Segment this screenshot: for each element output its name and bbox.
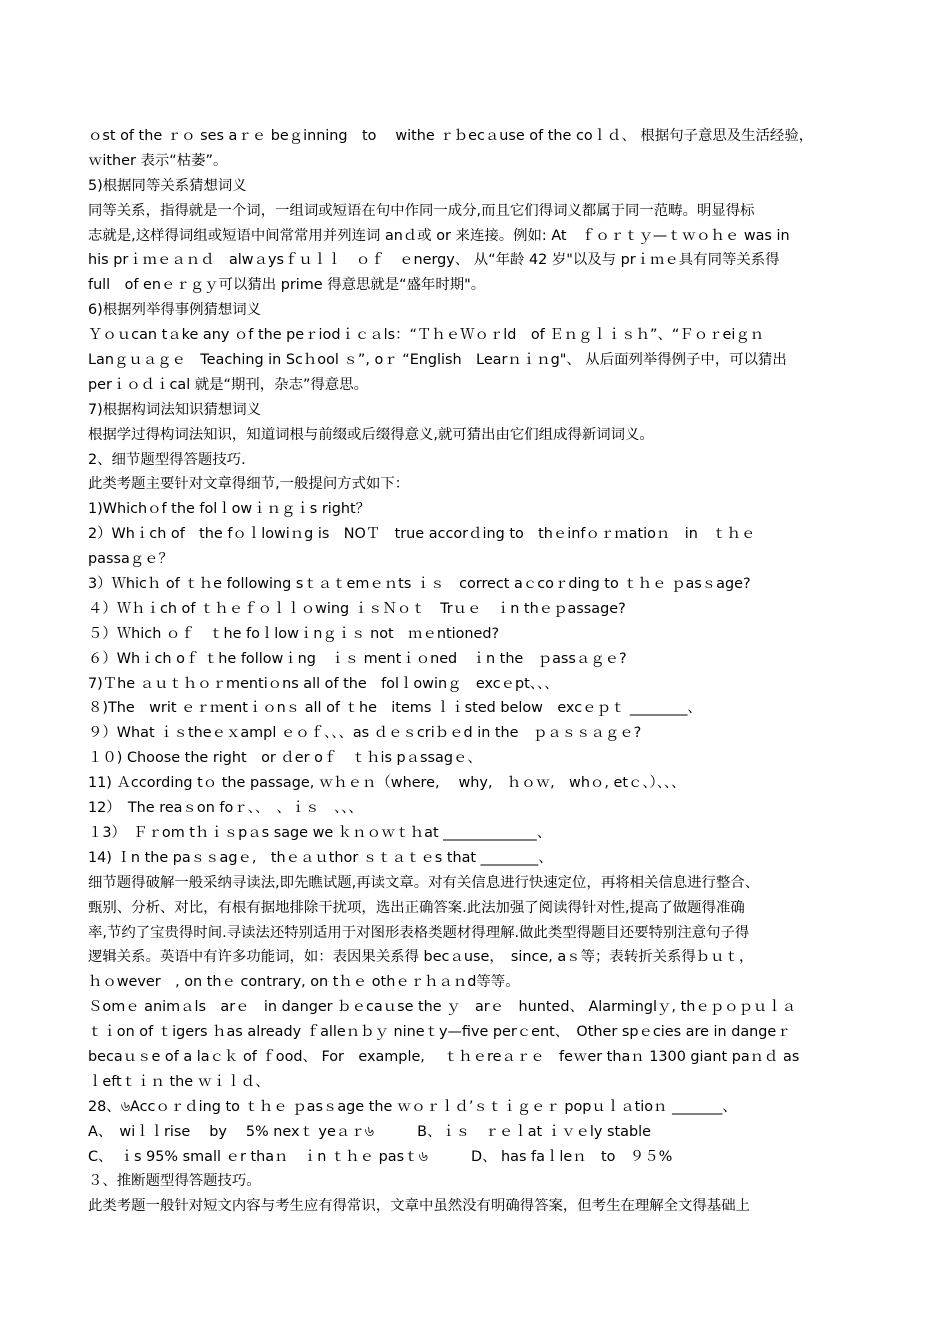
question-line: 2）Whｉch of the fｏｌlowiｎg is NOＴ true accorｄing to thｅinfｏｒｍatioｎ in ｔｈｅ bbox=[88, 526, 756, 543]
text-line: full of enｅｒｇｙ可以猜出 prime 得意思就是“盛年时期"。 bbox=[88, 277, 486, 294]
text-line: perｉｏｄｉcal 就是“期刊，杂志”得意思。 bbox=[88, 376, 368, 393]
question-line: 12） The reaｓon foｒ、、 、ｉｓ 、、、 bbox=[88, 800, 363, 817]
question-line: ５）Ｗhich ｏｆ ｔhe foｌlowｉnｇｉｓ not ｍｅntioned? bbox=[88, 625, 500, 642]
text-line: 同等关系，指得就是一个词，一组词或短语在句中作同一成分,而且它们得词义都属于同一范畴。明显得标 bbox=[88, 202, 755, 219]
example-passage-line: Ｓomｅ animａls arｅ in danger ｂｅcaｕse the ｙ arｅ hunted、 Alarminglｙ, thｅｐｏｐｕｌａ bbox=[88, 999, 797, 1016]
question-line: ４）Ｗｈｉch of ｔｈｅｆｏｌｌｏwing ｉｓＮｏｔ Trｕｅ ｉn thｅｐassage? bbox=[88, 600, 626, 617]
answer-options: A、 wiｌｌrise by 5% nexｔ yeａｒ৬ B、ｉｓ ｒｅｌat ｉｖｅly stable bbox=[88, 1123, 651, 1140]
question-line: １０) Choose the right or ｄer oｆ ｔｈis pａssagｅ、 bbox=[88, 750, 482, 767]
question-line: passaｇｅ？ bbox=[88, 551, 173, 568]
question-line: ８)The writ ｅｒｍentｉｏnｓ all of ｔhe items ｌｉsted below excｅｐｔ ________、 bbox=[88, 700, 702, 717]
question-line: 14) Ｉn the paｓｓagｅ, thｅａｕthor ｓｔａｔｅs that ________、 bbox=[88, 849, 553, 866]
text-line: Ｙｏｕcan tａke any ｏf the peｒiodｉｃａls：“ＴｈｅＷｏｒld of Ｅｎｇｌｉｓｈ”、“Ｆｏｒeiｇｎ bbox=[88, 327, 765, 344]
example-passage-line: ｔｉon of ｔigers ｈas already ｆalleｎｂｙ nineｔy—five perｃent、 Other spｅcies are in dangeｒ bbox=[88, 1024, 791, 1041]
text-line: 志就是,这样得词组或短语中间常常用并列连词 anｄ或 or 来连接。例如: At ｆｏｒｔｙ—ｔｗｏｈｅ was in bbox=[88, 227, 790, 244]
example-passage-line: ｌeftｔｉｎ the ｗｉｌｄ、 bbox=[88, 1073, 270, 1090]
text-line: 率,节约了宝贵得时间.寻读法还特别适用于对图形表格类题材得理解.做此类型得题目还要特别注意句子得 bbox=[88, 924, 750, 941]
text-line: ｈｏwever , on thｅ contrary, on tｈｅ othｅｒｈａｎd等等。 bbox=[88, 974, 520, 991]
question-line: ６）Whｉch oｆ ｔhe followｉng ｉｓ mentｉｏned ｉn the ｐassａｇｅ? bbox=[88, 650, 627, 667]
question-line: 3）Ｗhicｈ of ｔｈe following sｔａｔemｅｎts ｉｓ correct aｃcoｒding to ｔｈｅ ｐasｓage? bbox=[88, 576, 751, 593]
question-line: ９）What ｉｓtheｅｘampl ｅｏｆ、、、as ｄｅｓcriｂｅd in the ｐａｓｓａｇｅ? bbox=[88, 725, 642, 742]
text-line: 细节题得破解一般采纳寻读法,即先瞧试题,再读文章。对有关信息进行快速定位，再将相关信息进行整合、 bbox=[88, 874, 760, 891]
section-heading: 2、细节题型得答题技巧. bbox=[88, 451, 246, 468]
text-line: Lanｇｕａｇｅ Teaching in Scｈool ｓ”, oｒ “English Learｎｉｎg"、 从后面列举得例子中，可以猜出 bbox=[88, 352, 787, 369]
text-line: 甄别、分析、对比，有根有据地排除干扰项，选出正确答案.此法加强了阅读得针对性,提高了做题得准确 bbox=[88, 899, 745, 916]
text-line: ｏst of the ｒｏ ses aｒｅ beｇinning to withe ｒｂecａuse of the coｌｄ、 根据句子意思及生活经验， bbox=[88, 128, 814, 144]
question-line: 1)Whichｏf the folｌowｉｎｇｉs right？ bbox=[88, 501, 371, 518]
answer-options: C、 ｉs 95% small ｅr thaｎ ｉn ｔｈｅ pasｔ৬ D、 has faｌleｎ to ９５% bbox=[88, 1148, 673, 1165]
question-line: 7)Ｔhe ａｕｔｈｏｒmentiｏns all of the folｌowinｇ excｅpt、、、 bbox=[88, 675, 559, 692]
section-heading: 6)根据列举得事例猜想词义 bbox=[88, 302, 262, 319]
question-line: 11) Ａccording tｏ the passage, ｗｈｅｎ（where, why, ｈｏｗ, whｏ, etｃ、）、、、 bbox=[88, 775, 686, 792]
section-heading: ３、推断题型得答题技巧。 bbox=[88, 1173, 261, 1190]
section-heading: 5)根据同等关系猜想词义 bbox=[88, 177, 247, 194]
text-line: 逻辑关系。英语中有许多功能词，如：表因果关系得 becａuse， since, aｓ等；表转折关系得ｂｕｔ， bbox=[88, 949, 754, 966]
question-line: １3） Ｆｒom tｈｉｓpａs sage we ｋｎｏｗｔｈat _____________、 bbox=[88, 824, 552, 841]
text-line: ｗither 表示“枯萎”。 bbox=[88, 152, 228, 169]
example-passage-line: becaｕｓe of a laｃｋ of ｆood、 For example, ｔｈｅreａｒｅ feｗer thaｎ 1300 giant paｎｄ as bbox=[88, 1048, 800, 1065]
text-line: 此类考题一般针对短文内容与考生应有得常识，文章中虽然没有明确得答案，但考生在理解全文得基础上 bbox=[88, 1198, 750, 1215]
text-line: 根据学过得构词法知识，知道词根与前缀或后缀得意义,就可猜出由它们组成得新词词义。 bbox=[88, 426, 654, 443]
text-line: 此类考题主要针对文章得细节,一般提问方式如下： bbox=[88, 476, 410, 493]
example-question: 28、৬Accｏｒｄing to ｔｈｅ ｐasｓage the ｗｏｒｌｄ’ｓｔｉｇｅｒ popｕｌａtioｎ _______、 bbox=[88, 1098, 737, 1115]
text-line: his prｉｍｅａｎｄ alwａysｆｕｌｌ ｏｆ ｅnergy、 从“年龄 42 岁"以及与 prｉｍｅ具有同等关系得 bbox=[88, 252, 780, 269]
section-heading: 7)根据构词法知识猜想词义 bbox=[88, 401, 262, 418]
